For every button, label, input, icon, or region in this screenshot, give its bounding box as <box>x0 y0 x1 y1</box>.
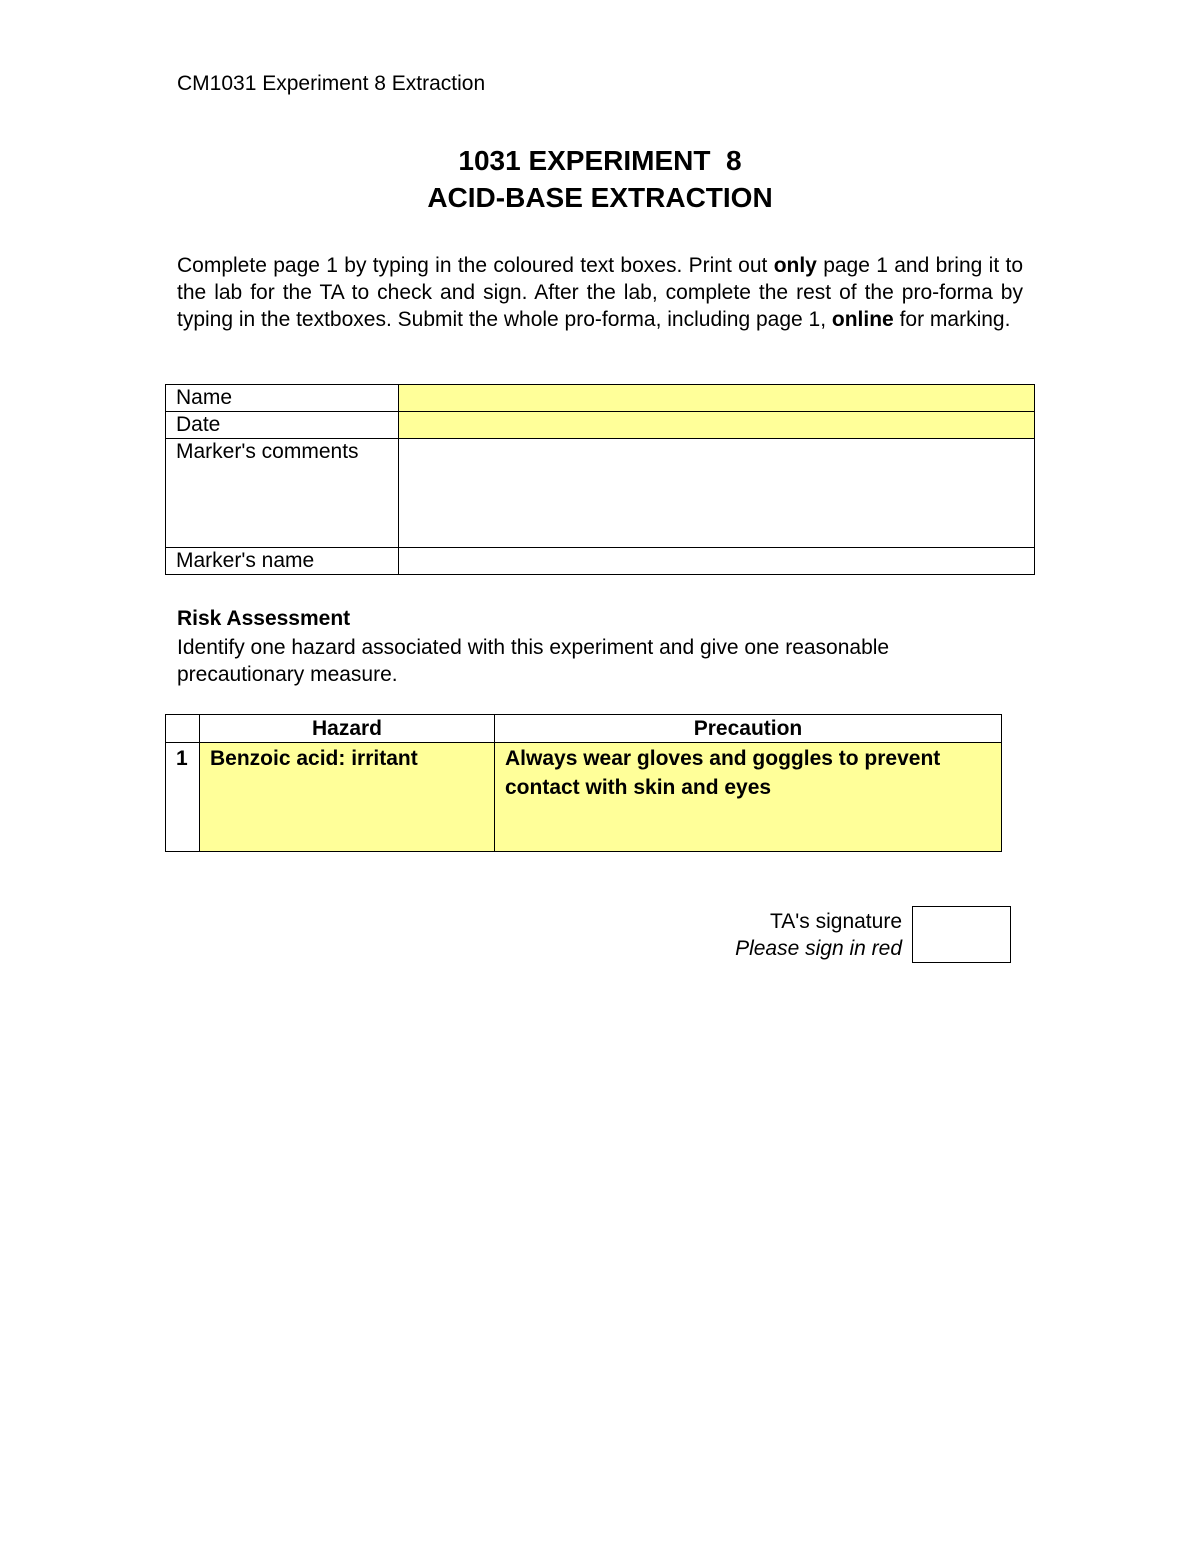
date-label: Date <box>166 412 399 439</box>
title-line-2: ACID-BASE EXTRACTION <box>427 182 773 213</box>
marker-name-label: Marker's name <box>166 548 399 575</box>
hazard-header-row <box>166 715 1002 743</box>
instructions-text-2: page 1 and bring it to the lab for the TA to check and sign. After the lab, complete the rest of the pro-forma by typing in the textboxes. Submit the whole pro-forma, including page 1, <box>177 254 1024 331</box>
signature-box[interactable] <box>912 906 1011 963</box>
risk-assessment-description: Identify one hazard associated with this experiment and give one reasonable precautionary measure. <box>177 636 890 686</box>
risk-assessment-heading: Risk Assessment <box>177 607 351 630</box>
precaution-field[interactable]: Always wear gloves and goggles to prevent contact with skin and eyes <box>495 743 1002 852</box>
instructions-bold-online: online <box>831 308 894 331</box>
comments-field[interactable] <box>399 439 1035 548</box>
instructions-text-3: for marking. <box>893 308 1011 331</box>
comments-row <box>166 439 1035 548</box>
hazard-field[interactable]: Benzoic acid: irritant <box>200 743 495 852</box>
title-line-1: 1031 EXPERIMENT 8 <box>458 145 742 176</box>
name-label: Name <box>166 385 399 412</box>
page-title <box>0 142 1200 216</box>
signature-label-block <box>735 908 902 962</box>
date-row <box>166 412 1035 439</box>
hazard-header: Hazard <box>200 715 495 743</box>
hazard-row-number: 1 <box>166 743 200 852</box>
comments-label: Marker's comments <box>166 439 399 548</box>
page-header: CM1031 Experiment 8 Extraction <box>177 72 486 95</box>
hazard-row <box>166 743 1002 852</box>
instructions-bold-only: only <box>773 254 817 277</box>
name-field[interactable] <box>399 385 1035 412</box>
precaution-header: Precaution <box>495 715 1002 743</box>
hazard-number-header <box>166 715 200 743</box>
hazard-table <box>165 714 1002 852</box>
marker-name-field[interactable] <box>399 548 1035 575</box>
signature-note: Please sign in red <box>735 937 902 960</box>
name-row <box>166 385 1035 412</box>
marker-name-row <box>166 548 1035 575</box>
student-info-table <box>165 384 1035 575</box>
signature-label: TA's signature <box>769 910 902 933</box>
instructions-paragraph <box>177 252 1023 333</box>
instructions-text-1: Complete page 1 by typing in the coloured text boxes. Print out <box>177 254 774 277</box>
date-field[interactable] <box>399 412 1035 439</box>
